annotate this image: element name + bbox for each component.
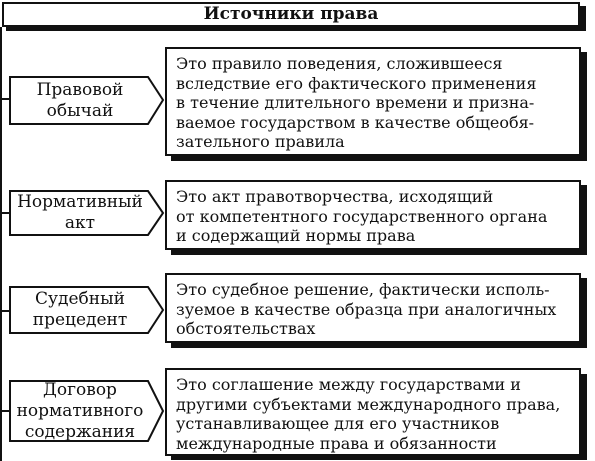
definition-box-4: Это соглашение между государствами и другими субъектами международного права, устанавливающее для его участников международные права и обязанности [165,368,581,456]
definition-box-2: Это акт правотворчества, исходящий от компетентного государственного органа и содержащий нормы права [165,180,581,250]
term-4 [10,381,150,441]
term-3-text: Судебный прецедент [32,289,128,330]
term-1-text: Правовой обычай [36,79,124,121]
definition-box-1: Это правило поведения, сложившееся вследствие его фактического применения в течение длительного времени и призна- ваемое государством в качестве общеобя- зательного правила [165,47,581,156]
term-2 [10,191,150,235]
term-4-text: Договор нормативного содержания [16,379,144,442]
term-1 [10,77,150,124]
term-3 [10,287,150,333]
term-2-text: Нормативный акт [17,192,143,233]
diagram-title: Источники права [203,4,379,24]
definition-box-3: Это судебное решение, фактически исполь- зуемое в качестве образца при аналогичных обстоятельствах [165,273,581,343]
